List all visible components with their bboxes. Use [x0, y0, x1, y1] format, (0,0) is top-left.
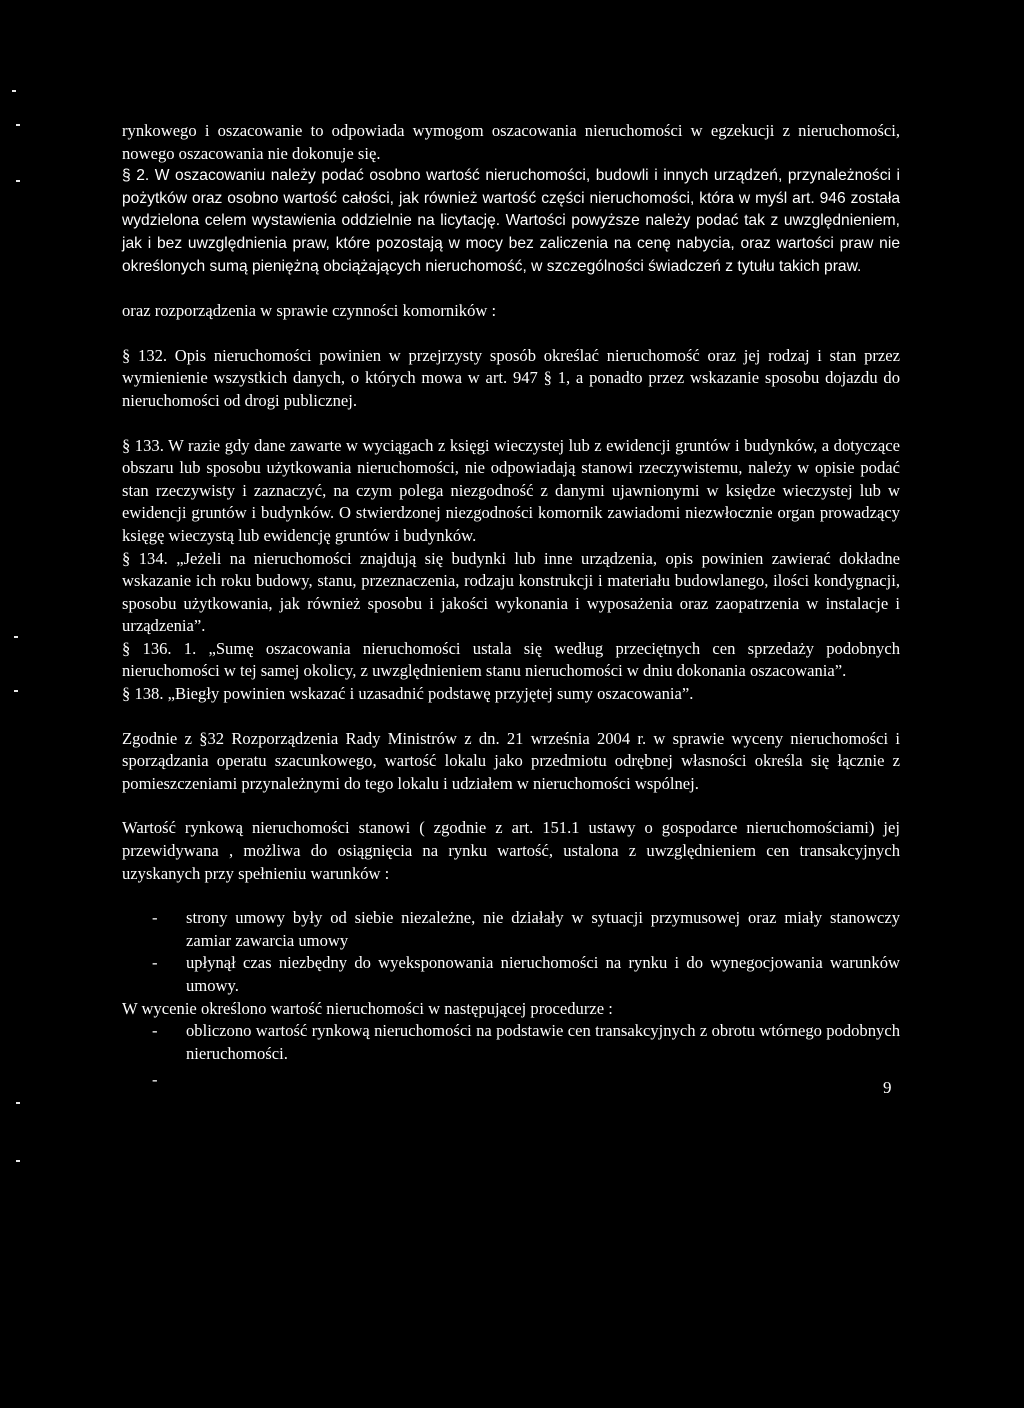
paragraph-regulation-intro: oraz rozporządzenia w sprawie czynności komorników :	[122, 301, 497, 321]
list-item-text: obliczono wartość rynkową nieruchomości na podstawie cen transakcyjnych z obrotu wtórnego podobnych nieruchomości.	[186, 1021, 900, 1063]
list-dash: -	[152, 1021, 158, 1041]
document-page	[122, 120, 900, 1092]
paragraph-section-133: § 133. W razie gdy dane zawarte w wyciągach z księgi wieczystej lub z ewidencji gruntów i budynków, a dotyczące obszaru lub sposobu użytkowania nieruchomości, nie odpowiadają stanowi rzeczywistemu, należy w opisie podać stan rzeczywisty i zaznaczyć, na czym polega niezgodność z danymi ujawnionymi w księdze wieczystej lub w ewidencji gruntów i budynków. O stwierdzonej niezgodności komornik zawiadomi niezwłocznie organ prowadzący księgę wieczystą lub ewidencję gruntów i budynków.	[122, 435, 900, 545]
list-item	[122, 1020, 900, 1065]
paragraph-section-2: § 2. W oszacowaniu należy podać osobno wartość nieruchomości, budowli i innych urządzeń, przynależności i pożytków oraz osobno wartość całości, jak również wartość części nieruchomości, która w myśl art. 946 została wydzielona celem wystawienia oddzielnie na licytację. Wartości powyższe należy podać tak z uwzględnieniem, jak i bez uwzględnienia praw, które pozostają w mocy bez zaliczenia na cenę nabycia, oraz wartości praw nie określonych sumą pieniężną obciążających nieruchomość, w szczególności świadczeń z tytułu takich praw.	[122, 167, 900, 275]
scan-speck	[12, 90, 16, 92]
scan-speck	[16, 1160, 20, 1162]
list-dash: -	[152, 908, 158, 928]
scan-speck	[14, 636, 18, 638]
list-item-text: strony umowy były od siebie niezależne, nie działały w sytuacji przymusowej oraz miały stanowczy zamiar zawarcia umowy	[186, 908, 900, 950]
scan-speck	[16, 1102, 20, 1104]
list-dash: -	[152, 1070, 158, 1090]
paragraph-procedure: W wycenie określono wartość nieruchomości w następującej procedurze :	[122, 998, 613, 1018]
paragraph-regulation-32: Zgodnie z §32 Rozporządzenia Rady Ministrów z dn. 21 września 2004 r. w sprawie wyceny nieruchomości i sporządzania operatu szacunkowego, wartość lokalu jako przedmiotu odrębnej własności określa się łącznie z pomieszczeniami przynależnymi do tego lokalu i udziałem w nieruchomości wspólnej.	[122, 728, 900, 793]
list-item	[122, 952, 900, 997]
conditions-list	[122, 907, 900, 997]
paragraph-section-138: § 138. „Biegły powinien wskazać i uzasadnić podstawę przyjętej sumy oszacowania”.	[122, 684, 694, 704]
paragraph-section-132: § 132. Opis nieruchomości powinien w przejrzysty sposób określać nieruchomość oraz jej rodzaj i stan przez wymienienie wszystkich danych, o których mowa w art. 947 § 1, a ponadto przez wskazanie sposobu dojazdu do nieruchomości od drogi publicznej.	[122, 345, 900, 410]
list-item-text: upłynął czas niezbędny do wyeksponowania nieruchomości na rynku i do wynegocjowania warunków umowy.	[186, 953, 900, 995]
scan-speck	[14, 690, 18, 692]
procedure-list	[122, 1020, 900, 1092]
scan-speck	[16, 180, 20, 182]
paragraph-section-134: § 134. „Jeżeli na nieruchomości znajdują się budynki lub inne urządzenia, opis powinien zawierać dokładne wskazanie ich roku budowy, stanu, przeznaczenia, rodzaju konstrukcji i materiału budowlanego, ilości kondygnacji, sposobu użytkowania, jak również sposobu i jakości wykonania i wyposażenia oraz zaopatrzenia w instalacje i urządzenia”.	[122, 548, 900, 636]
scan-speck	[16, 124, 20, 126]
paragraph-intro: rynkowego i oszacowanie to odpowiada wymogom oszacowania nieruchomości w egzekucji z nieruchomości, nowego oszacowania nie dokonuje się.	[122, 121, 900, 163]
paragraph-market-value: Wartość rynkową nieruchomości stanowi ( zgodnie z art. 151.1 ustawy o gospodarce nieruchomościami) jej przewidywana , możliwa do osiągnięcia na rynku wartość, ustalona z uwzględnieniem cen transakcyjnych uzyskanych przy spełnieniu warunków :	[122, 818, 900, 883]
page-number: 9	[883, 1078, 892, 1097]
list-dash: -	[152, 953, 158, 973]
paragraph-section-136: § 136. 1. „Sumę oszacowania nieruchomości ustala się według przeciętnych cen sprzedaży podobnych nieruchomości w tej samej okolicy, z uwzględnieniem stanu nieruchomości w dniu dokonania oszacowania”.	[122, 638, 900, 681]
list-item	[122, 1069, 900, 1092]
list-item	[122, 907, 900, 952]
